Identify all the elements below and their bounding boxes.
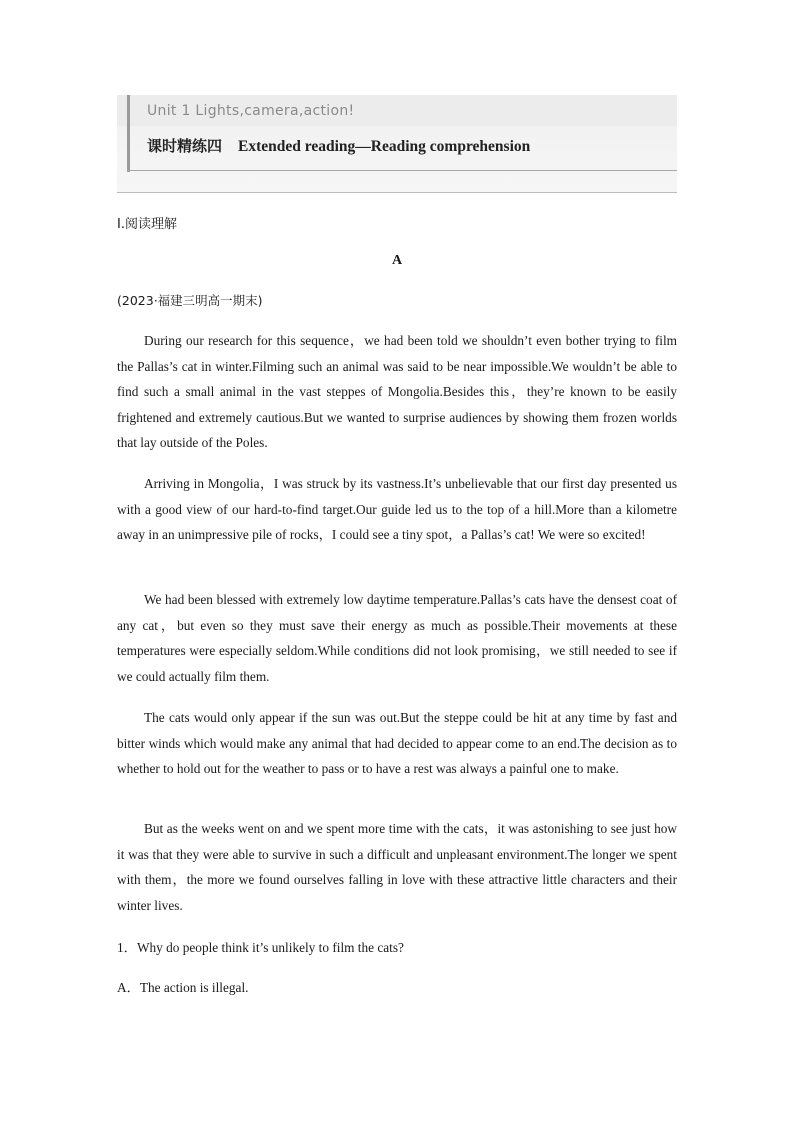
- lesson-title-en: Extended reading—Reading comprehension: [238, 138, 531, 155]
- question-number: 1．: [117, 940, 137, 955]
- lesson-title-cn: 课时精练四: [147, 137, 223, 155]
- paragraph-1: During our research for this sequence，we had been told we shouldn’t even bother trying to film the Pallas’s cat in winter.Filming such an animal was said to be near impossible.We wouldn’t be able to find such a small animal in the vast steppes of Mongolia.Besides this，they’re known to be easily frightened and extremely cautious.But we wanted to surprise audiences by showing them frozen worlds that lay outside of the Poles.: [117, 333, 677, 450]
- option-label: A．: [117, 980, 140, 995]
- question-text: Why do people think it’s unlikely to film the cats?: [136, 940, 404, 955]
- question-1: [117, 937, 677, 956]
- paragraph-2: Arriving in Mongolia，I was struck by its vastness.It’s unbelievable that our first day presented us with a good view of our hard-to-find target.Our guide led us to the top of a hill.More than a kilometre away in an unimpressive pile of rocks，I could see a tiny spot，a Pallas’s cat! We were so excited!: [117, 476, 677, 542]
- section-title: Ⅰ.阅读理解: [117, 217, 177, 232]
- header-bottom-border: [117, 192, 677, 193]
- lesson-title: [147, 135, 530, 156]
- paragraph-3: We had been blessed with extremely low daytime temperature.Pallas’s cats have the densest coat of any cat，but even so they must save their energy as much as possible.Their movements at these temperatures were especially seldom.While conditions did not look promising，we still needed to see if we could actually film them.: [117, 592, 677, 684]
- paragraph-5: But as the weeks went on and we spent more time with the cats，it was astonishing to see just how it was that they were able to survive in such a difficult and unpleasant environment.The longer we spent with them，the more we found ourselves falling in love with these attractive little characters and their winter lives.: [117, 821, 677, 913]
- option-a: [117, 977, 677, 996]
- passage-source: (2023·福建三明高一期末): [117, 293, 263, 308]
- header-accent-bar: [127, 95, 130, 172]
- option-text: The action is illegal.: [139, 980, 249, 995]
- header-divider: [127, 170, 677, 171]
- unit-title: Unit 1 Lights,camera,action!: [147, 103, 355, 119]
- paragraph-4: The cats would only appear if the sun was out.But the steppe could be hit at any time by fast and bitter winds which would make any animal that had decided to appear come to an end.The decision as to whether to hold out for the weather to pass or to have a rest was always a painful one to make.: [117, 710, 677, 776]
- passage-letter: A: [391, 253, 403, 268]
- page-header: [117, 95, 677, 193]
